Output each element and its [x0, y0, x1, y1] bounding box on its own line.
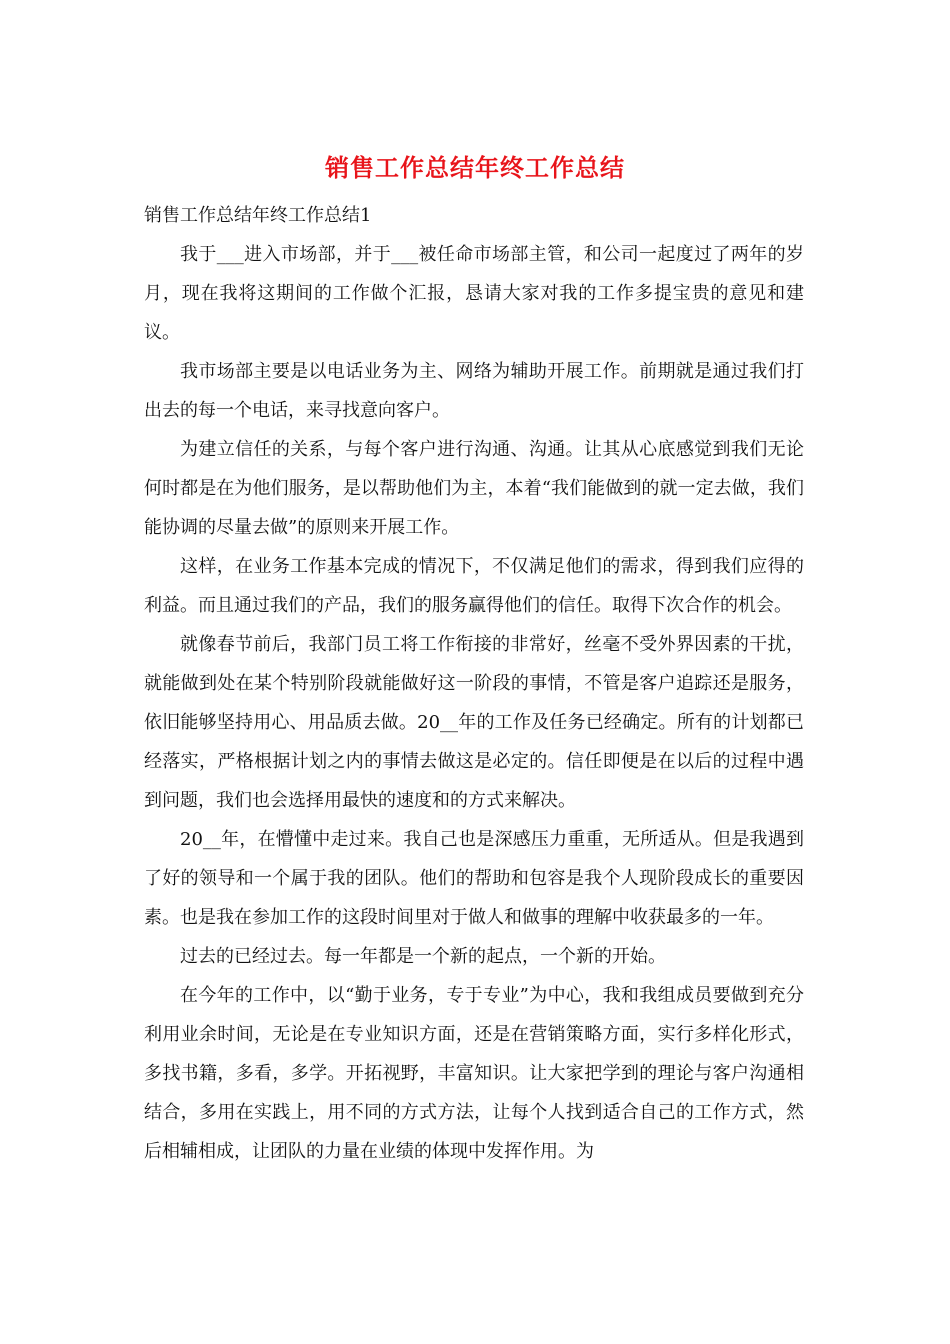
paragraph-3: 为建立信任的关系，与每个客户进行沟通、沟通。让其从心底感觉到我们无论何时都是在为他们服务，是以帮助他们为主，本着“我们能做到的就一定去做，我们能协调的尽量去做”的原则来开展工作。: [144, 439, 804, 538]
paragraph-7: 过去的已经过去。每一年都是一个新的起点，一个新的开始。: [180, 946, 666, 967]
paragraph-2: 我市场部主要是以电话业务为主、网络为辅助开展工作。前期就是通过我们打出去的每一个电话，来寻找意向客户。: [144, 361, 804, 421]
paragraph-4: 这样，在业务工作基本完成的情况下，不仅满足他们的需求，得到我们应得的利益。而且通过我们的产品，我们的服务赢得他们的信任。取得下次合作的机会。: [144, 556, 804, 616]
document-body: [144, 196, 804, 1171]
paragraph-5: 就像春节前后，我部门员工将工作衔接的非常好，丝毫不受外界因素的干扰，就能做到处在某个特别阶段就能做好这一阶段的事情，不管是客户追踪还是服务，依旧能够坚持用心、用品质去做。20__年的工作及任务已经确定。所有的计划都已经落实，严格根据计划之内的事情去做这是必定的。信任即便是在以后的过程中遇到问题，我们也会选择用最快的速度和的方式来解决。: [144, 634, 804, 811]
paragraph-1: 我于___进入市场部，并于___被任命市场部主管，和公司一起度过了两年的岁月，现在我将这期间的工作做个汇报，恳请大家对我的工作多提宝贵的意见和建议。: [144, 244, 804, 343]
paragraph-8: 在今年的工作中，以“勤于业务，专于专业”为中心，我和我组成员要做到充分利用业余时间，无论是在专业知识方面，还是在营销策略方面，实行多样化形式，多找书籍，多看，多学。开拓视野，丰富知识。让大家把学到的理论与客户沟通相结合，多用在实践上，用不同的方式方法，让每个人找到适合自己的工作方式，然后相辅相成，让团队的力量在业绩的体现中发挥作用。为: [144, 985, 804, 1162]
section-heading: 销售工作总结年终工作总结1: [144, 205, 372, 226]
document-title: 销售工作总结年终工作总结: [325, 153, 625, 182]
paragraph-6: 20__年，在懵懂中走过来。我自己也是深感压力重重，无所适从。但是我遇到了好的领导和一个属于我的团队。他们的帮助和包容是我个人现阶段成长的重要因素。也是我在参加工作的这段时间里对于做人和做事的理解中收获最多的一年。: [144, 829, 804, 928]
